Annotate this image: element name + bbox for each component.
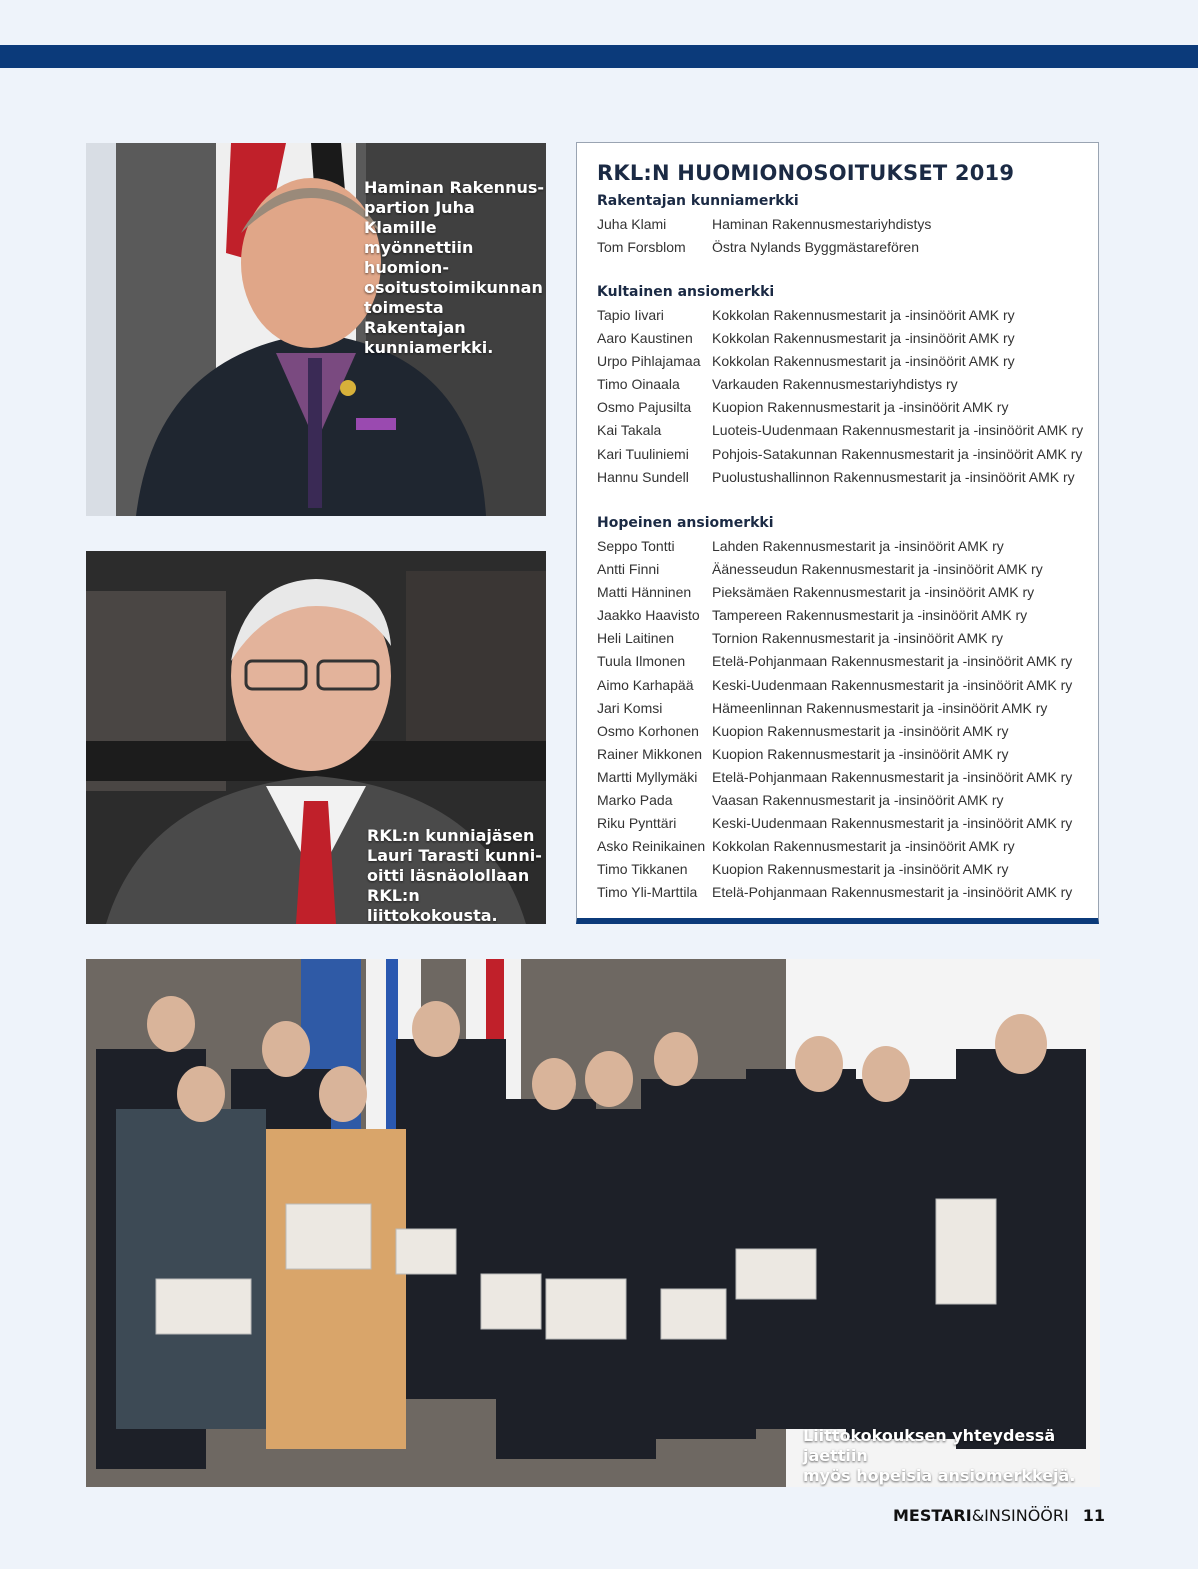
recipient-name: Hannu Sundell xyxy=(597,468,689,485)
list-item xyxy=(597,604,1092,627)
recipient-organization: Östra Nylands Byggmästarefören xyxy=(712,239,919,256)
recipient-organization: Äänesseudun Rakennusmestarit ja -insinöörit AMK ry xyxy=(712,561,1043,578)
recipient-organization: Kokkolan Rakennusmestarit ja -insinöörit AMK ry xyxy=(712,353,1015,370)
list-item xyxy=(597,881,1092,904)
recipient-name: Osmo Pajusilta xyxy=(597,399,692,416)
recipient-organization: Kuopion Rakennusmestarit ja -insinöörit AMK ry xyxy=(712,399,1009,416)
caption-line: toimesta Rakentajan xyxy=(364,298,466,337)
caption-line: myönnettiin huomion- xyxy=(364,238,474,277)
page-number: 11 xyxy=(1082,1506,1105,1525)
list-item xyxy=(597,627,1092,650)
recipient-name: Tapio Iivari xyxy=(597,307,664,323)
caption-line: myös hopeisia ansiomerkkejä. xyxy=(803,1466,1076,1485)
section-kultainen-ansiomerkki xyxy=(597,281,1092,489)
recipient-name: Tom Forsblom xyxy=(597,239,686,256)
recipient-name: Martti Myllymäki xyxy=(597,768,698,785)
recipient-organization: Kokkolan Rakennusmestarit ja -insinöörit AMK ry xyxy=(712,307,1015,323)
caption-line: oitti läsnäolollaan xyxy=(367,866,530,885)
list-item xyxy=(597,766,1092,789)
photo-juha-klami xyxy=(86,143,546,516)
list-item xyxy=(597,443,1092,466)
recipient-name: Kai Takala xyxy=(597,422,662,439)
list-item xyxy=(597,835,1092,858)
recipient-name: Juha Klami xyxy=(597,216,667,232)
list-item xyxy=(597,466,1092,489)
list-item xyxy=(597,812,1092,835)
list-item xyxy=(597,743,1092,766)
recipient-name: Rainer Mikkonen xyxy=(597,745,703,762)
recipient-organization: Hämeenlinnan Rakennusmestarit ja -insinöörit AMK ry xyxy=(712,699,1048,716)
list-item xyxy=(597,789,1092,812)
list-item xyxy=(597,396,1092,419)
photo-caption-top xyxy=(364,178,544,358)
group-illustration xyxy=(86,959,1100,1487)
recipient-name: Matti Hänninen xyxy=(597,584,692,601)
list-item xyxy=(597,327,1092,350)
caption-line: partion Juha Klamille xyxy=(364,198,475,237)
list-item xyxy=(597,558,1092,581)
recipient-organization: Etelä-Pohjanmaan Rakennusmestarit ja -insinöörit AMK ry xyxy=(712,653,1073,670)
section-hopeinen-ansiomerkki xyxy=(597,512,1092,905)
magazine-name-light: &INSINÖÖRI xyxy=(971,1506,1069,1525)
recipient-organization: Tornion Rakennusmestarit ja -insinöörit AMK ry xyxy=(712,630,1004,647)
recipient-name: Antti Finni xyxy=(597,561,660,578)
photo-lauri-tarasti xyxy=(86,551,546,924)
recipient-organization: Luoteis-Uudenmaan Rakennusmestarit ja -insinöörit AMK ry xyxy=(712,422,1084,439)
caption-line: osoitustoimikunnan xyxy=(364,278,543,297)
recipient-name: Aaro Kaustinen xyxy=(597,330,693,347)
list-item xyxy=(597,350,1092,373)
photo-caption-middle xyxy=(367,826,542,924)
list-item xyxy=(597,858,1092,881)
recipient-name: Urpo Pihlajamaa xyxy=(597,353,701,370)
recipient-name: Timo Yli-Marttila xyxy=(597,884,698,901)
caption-line: RKL:n liittokokousta. xyxy=(367,886,498,924)
recipient-organization: Puolustushallinnon Rakennusmestarit ja -insinöörit AMK ry xyxy=(712,468,1075,485)
list-item xyxy=(597,419,1092,442)
recipient-organization: Kokkolan Rakennusmestarit ja -insinöörit AMK ry xyxy=(712,838,1015,855)
recipient-name: Timo Oinaala xyxy=(597,376,680,393)
recipient-organization: Haminan Rakennusmestariyhdistys xyxy=(712,216,932,232)
list-item xyxy=(597,697,1092,720)
recipient-organization: Etelä-Pohjanmaan Rakennusmestarit ja -insinöörit AMK ry xyxy=(712,884,1073,901)
page-footer xyxy=(893,1506,1105,1525)
recipient-name: Aimo Karhapää xyxy=(597,676,694,693)
section-heading: Hopeinen ansiomerkki xyxy=(597,515,774,531)
section-heading: Rakentajan kunniamerkki xyxy=(597,193,799,209)
recipient-organization: Lahden Rakennusmestarit ja -insinöörit AMK ry xyxy=(712,538,1004,554)
caption-line: kunniamerkki. xyxy=(364,338,494,357)
list-item xyxy=(597,373,1092,396)
list-item xyxy=(597,581,1092,604)
recipient-name: Tuula Ilmonen xyxy=(597,653,686,670)
photo-group xyxy=(86,959,1100,1487)
caption-line: Liittokokouksen yhteydessä jaettiin xyxy=(803,1426,1056,1465)
recipient-name: Heli Laitinen xyxy=(597,630,675,647)
honors-title: RKL:N HUOMIONOSOITUKSET 2019 xyxy=(597,161,1015,185)
recipient-organization: Keski-Uudenmaan Rakennusmestarit ja -insinöörit AMK ry xyxy=(712,815,1073,832)
recipient-name: Kari Tuuliniemi xyxy=(597,445,689,462)
recipient-name: Osmo Korhonen xyxy=(597,722,699,739)
section-rakentajan-kunniamerkki xyxy=(597,190,1092,259)
recipient-name: Jari Komsi xyxy=(597,699,663,716)
recipient-organization: Keski-Uudenmaan Rakennusmestarit ja -insinöörit AMK ry xyxy=(712,676,1073,693)
list-item xyxy=(597,650,1092,673)
list-item xyxy=(597,674,1092,697)
list-item xyxy=(597,236,1092,259)
caption-line: Lauri Tarasti kunni- xyxy=(367,846,542,865)
recipient-name: Seppo Tontti xyxy=(597,538,675,554)
recipient-name: Asko Reinikainen xyxy=(597,838,706,855)
honors-list-box xyxy=(576,142,1099,924)
recipient-organization: Etelä-Pohjanmaan Rakennusmestarit ja -insinöörit AMK ry xyxy=(712,768,1073,785)
top-color-bar xyxy=(0,45,1198,68)
recipient-organization: Tampereen Rakennusmestarit ja -insinöörit AMK ry xyxy=(712,607,1028,624)
list-item xyxy=(597,213,1092,236)
recipient-organization: Kokkolan Rakennusmestarit ja -insinöörit AMK ry xyxy=(712,330,1015,347)
recipient-organization: Kuopion Rakennusmestarit ja -insinöörit AMK ry xyxy=(712,861,1009,878)
list-item xyxy=(597,304,1092,327)
recipient-organization: Kuopion Rakennusmestarit ja -insinöörit AMK ry xyxy=(712,722,1009,739)
recipient-organization: Kuopion Rakennusmestarit ja -insinöörit AMK ry xyxy=(712,745,1009,762)
recipient-organization: Vaasan Rakennusmestarit ja -insinöörit AMK ry xyxy=(712,792,1004,809)
recipient-name: Timo Tikkanen xyxy=(597,861,688,878)
photo-caption-bottom xyxy=(803,1426,1093,1486)
recipient-name: Marko Pada xyxy=(597,792,673,809)
section-heading: Kultainen ansiomerkki xyxy=(597,284,775,300)
recipient-organization: Pieksämäen Rakennusmestarit ja -insinöörit AMK ry xyxy=(712,584,1035,601)
recipient-organization: Pohjois-Satakunnan Rakennusmestarit ja -insinöörit AMK ry xyxy=(712,445,1083,462)
caption-line: Haminan Rakennus- xyxy=(364,178,545,197)
caption-line: RKL:n kunniajäsen xyxy=(367,826,535,845)
recipient-organization: Varkauden Rakennusmestariyhdistys ry xyxy=(712,376,958,393)
magazine-name-bold: MESTARI xyxy=(893,1506,972,1525)
recipient-name: Riku Pynttäri xyxy=(597,815,677,832)
list-item xyxy=(597,535,1092,558)
recipient-name: Jaakko Haavisto xyxy=(597,607,700,624)
list-item xyxy=(597,720,1092,743)
